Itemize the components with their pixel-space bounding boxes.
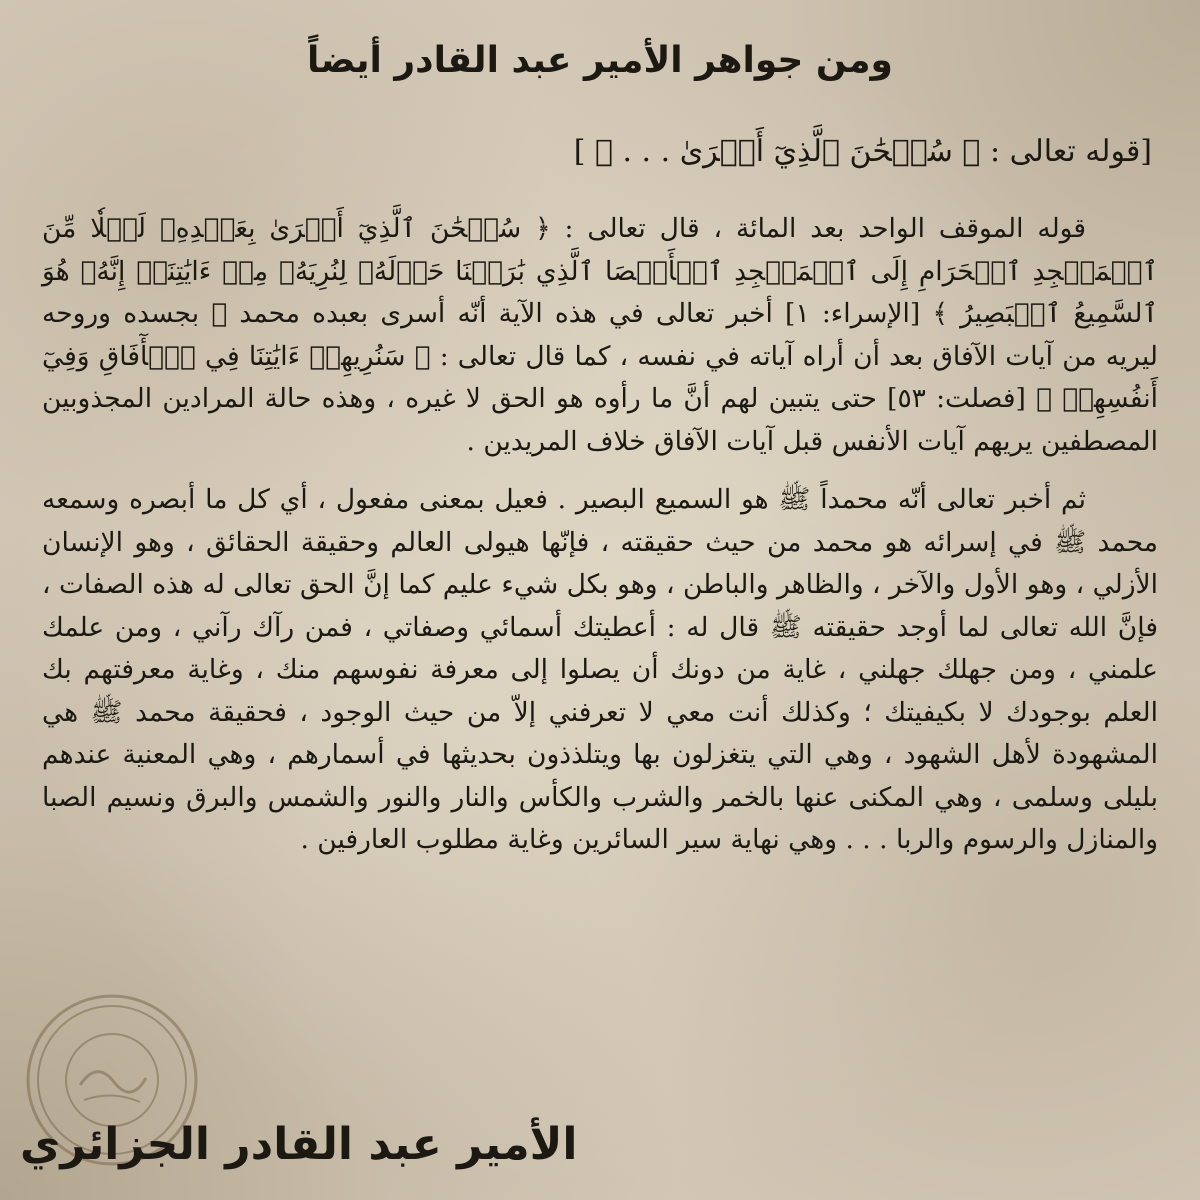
page-title: ومن جواهر الأمير عبد القادر أيضاً <box>307 40 893 81</box>
author-signature: الأمير عبد القادر الجزائري <box>20 1119 578 1170</box>
paragraph-1: قوله الموقف الواحد بعد المائة ، قال تعالى : ﴿ سُبۡحَٰنَ ٱلَّذِيٓ أَسۡرَىٰ بِعَبۡدِهِۦ لَيۡلٗا مِّنَ ٱلۡمَسۡجِدِ ٱلۡحَرَامِ إِلَى ٱلۡمَسۡجِدِ ٱلۡأَقۡصَا ٱلَّذِي بَٰرَكۡنَا حَوۡلَهُۥ لِنُرِيَهُۥ مِنۡ ءَايَٰتِنَآۚ إِنَّهُۥ هُوَ ٱلسَّمِيعُ ٱلۡبَصِيرُ ﴾ [الإسراء: ١] أخبر تعالى في هذه الآية أنّه أسرى بعبده محمد ﷺ بجسده وروحه ليريه من آيات الآفاق بعد أن أراه آياته في نفسه ، كما قال تعالى : ﴿ سَنُرِيهِمۡ ءَايَٰتِنَا فِي ٱلۡأٓفَاقِ وَفِيٓ أَنفُسِهِمۡ ﴾ [فصلت: ٥٣] حتى يتبين لهم أنَّ ما رأوه هو الحق لا غيره ، وهذه حالة المرادين المجذوبين المصطفين يريهم آيات الأنفس قبل آيات الآفاق خلاف المريدين . <box>42 213 1158 457</box>
document-body <box>42 208 1158 862</box>
paragraph-spacer <box>42 463 1158 479</box>
paragraph-2: ثم أخبر تعالى أنّه محمداً ﷺ هو السميع البصير . فعيل بمعنى مفعول ، أي كل ما أبصره وسمعه محمد ﷺ في إسرائه هو محمد من حيث حقيقته ، فإنّها هيولى العالم وحقيقة الحقائق ، وهو الإنسان الأزلي ، وهو الأول والآخر ، والظاهر والباطن ، وهو بكل شيء عليم كما إنَّ الحق تعالى له هذه الصفات ، فإنَّ الله تعالى لما أوجد حقيقته ﷺ قال له : أعطيتك أسمائي وصفاتي ، فمن رآك رآني ، ومن علمك علمني ، ومن جهلك جهلني ، غاية من دونك أن يصلوا إلى معرفة نفوسهم منك ، وغاية معرفتهم بك العلم بوجودك لا بكيفيتك ؛ وكذلك أنت معي لا تعرفني إلاّ من حيث الوجود ، فحقيقة محمد ﷺ هي المشهودة لأهل الشهود ، وهي التي يتغزلون بها ويتلذذون بحديثها في أسمارهم ، وهي المعنية عندهم بليلى وسلمى ، وهي المكنى عنها بالخمر والشرب والكأس والنار والنور والشمس والبرق ونسيم الصبا والمنازل والرسوم والربا . . . وهي نهاية سير السائرين وغاية مطلوب العارفين . <box>42 484 1158 855</box>
section-heading: [قوله تعالى : ﴿ سُبۡحَٰنَ ٱلَّذِيٓ أَسۡرَىٰ . . . ﴾ ] <box>573 134 1152 169</box>
